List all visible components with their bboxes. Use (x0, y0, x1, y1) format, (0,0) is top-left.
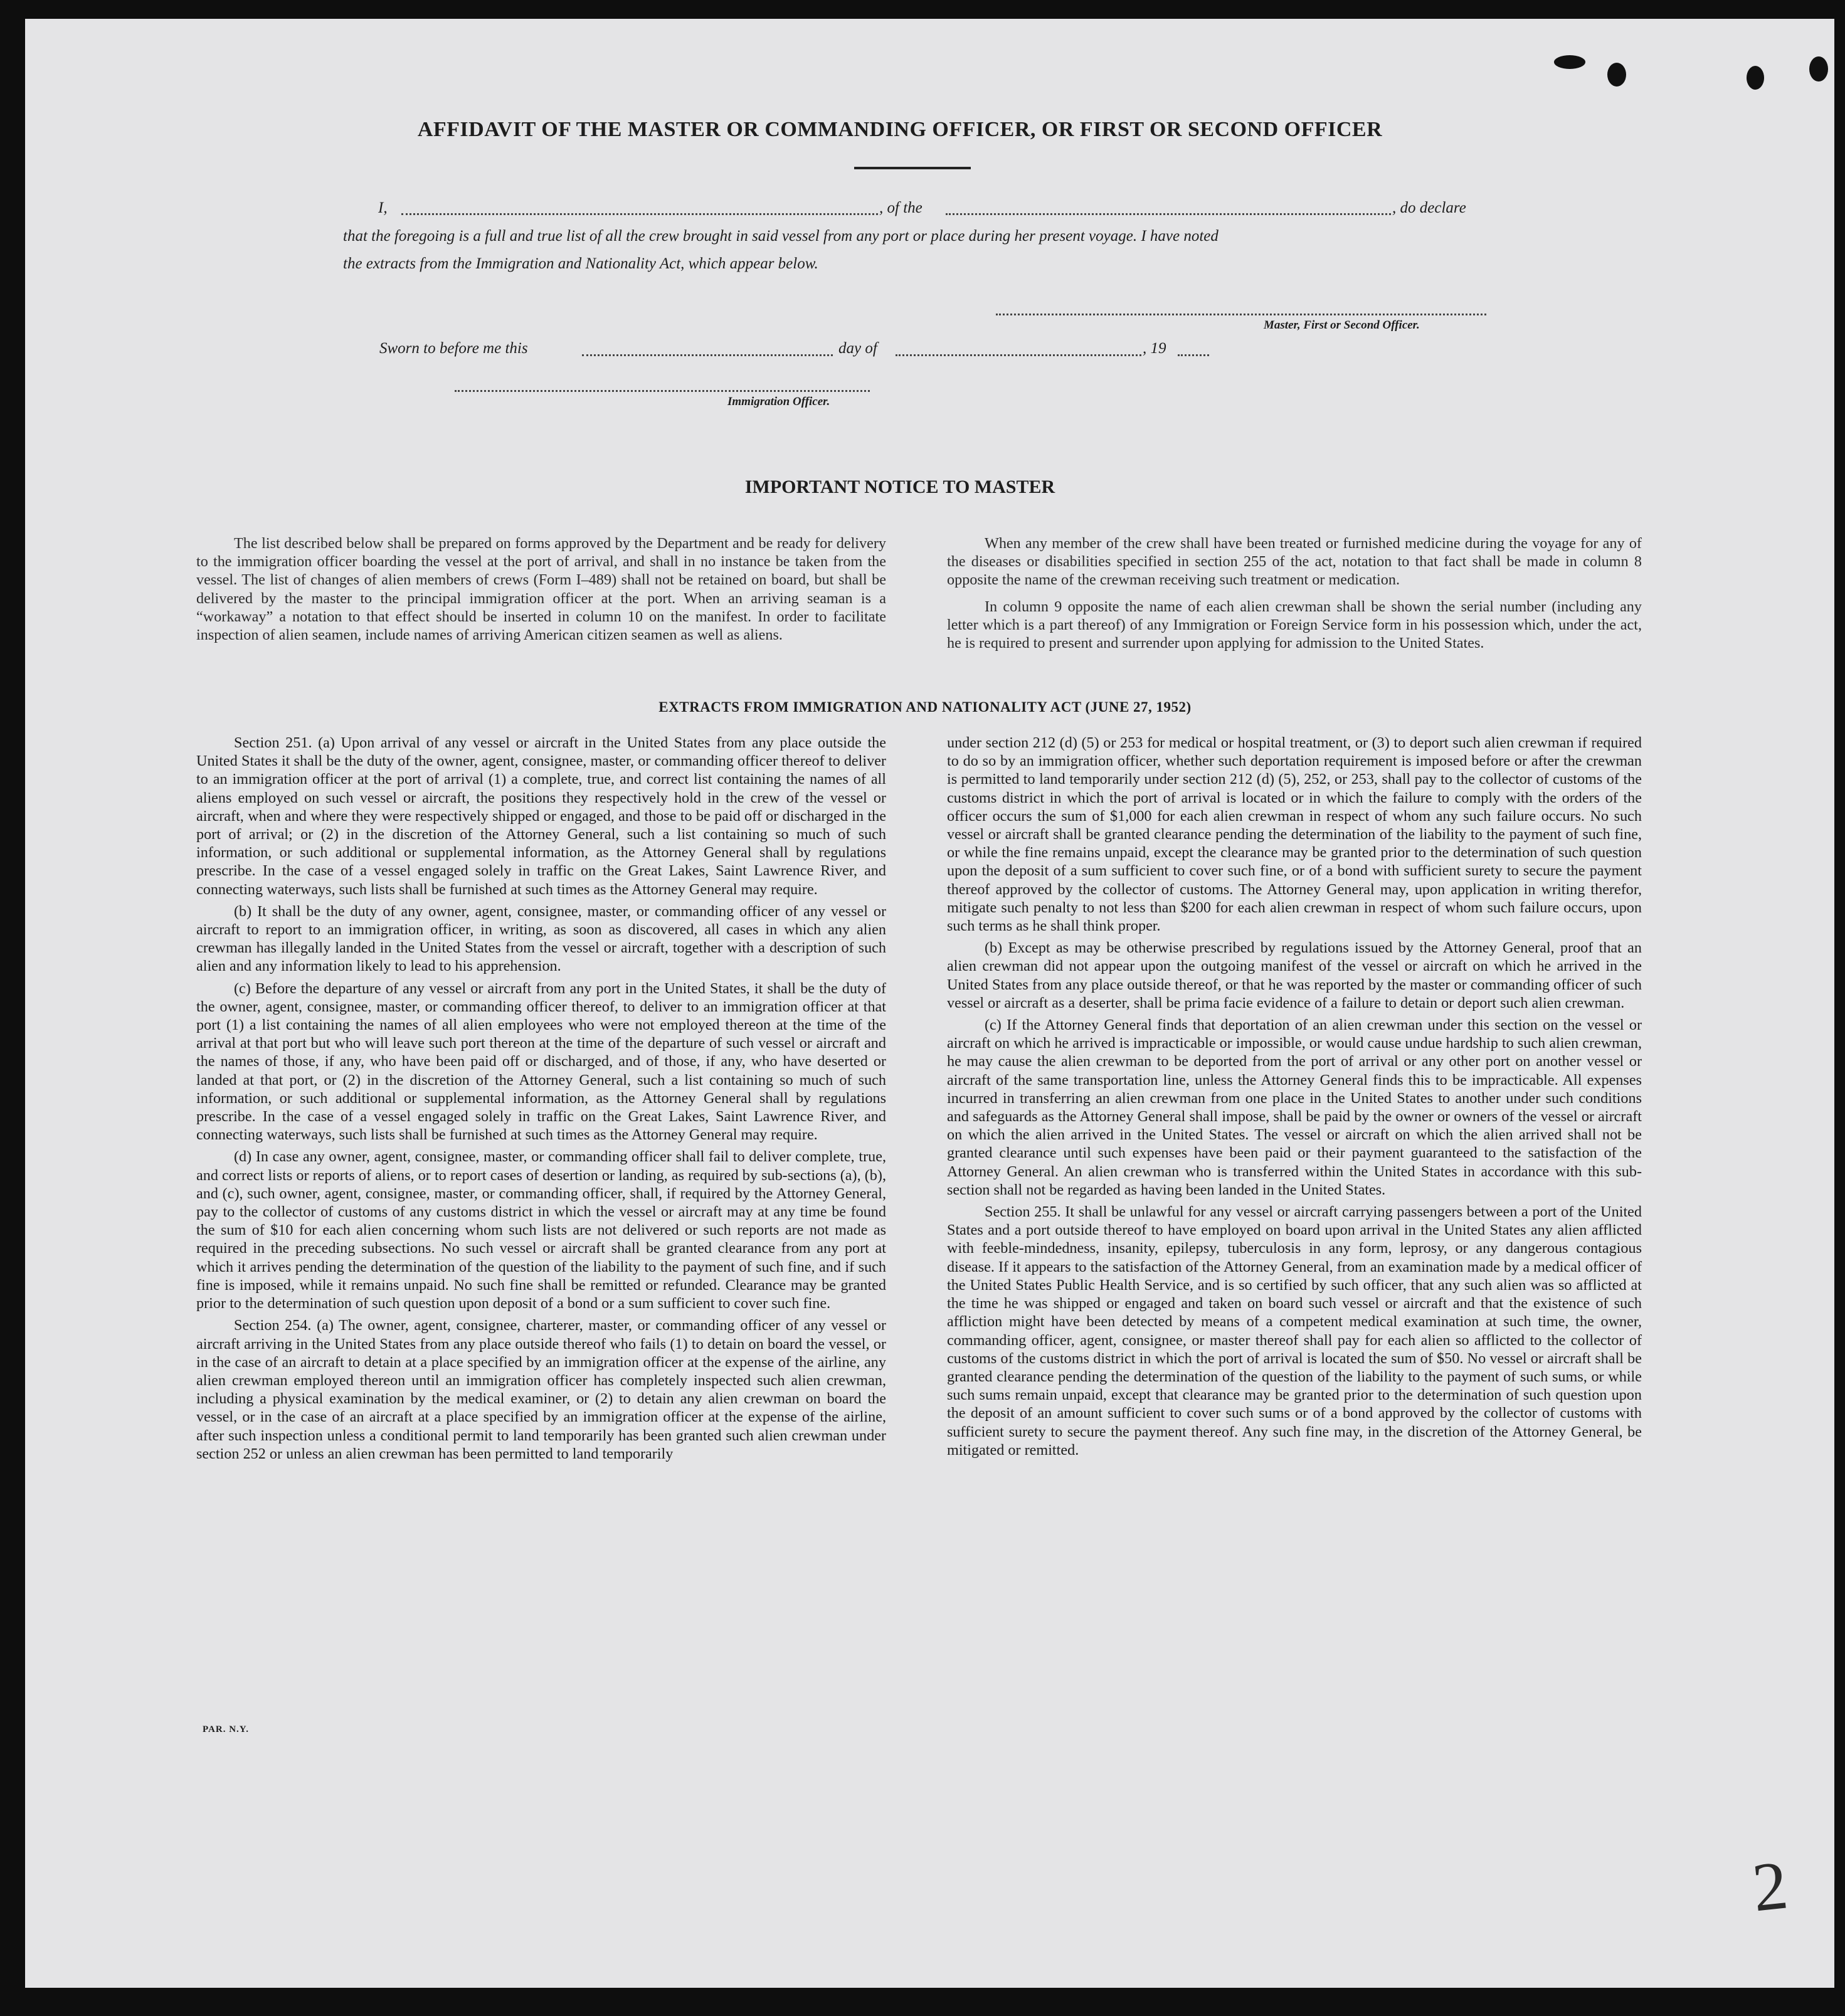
printer-mark: PAR. N.Y. (203, 1724, 250, 1734)
title-rule (854, 167, 971, 169)
section-251-c: (c) Before the departure of any vessel or aircraft from any port in the United States, it shall be the duty of the owner, agent, consignee, master, or commanding officer thereof, to deliver to an immigration officer at that port (1) a list containing the names of all alien employees who were not employed thereon at the time of the arrival at that port but who will leave such port thereon at the time of the departure of such vessel or aircraft and the names of those, if any, who have been paid off or discharged, and of those, if any, who have deserted or landed at that port, or (2) in the discretion of the Attorney General, such a list containing so much of such information, or such additional or supplemental information, as the Attorney General shall by regulations prescribe. In the case of a vessel engaged solely in traffic on the Great Lakes, Saint Lawrence River, and connecting waterways, such lists shall be furnished at such times as the Attorney General may require. (196, 979, 886, 1144)
page-mark: 2 (1748, 1846, 1792, 1926)
section-251-b: (b) It shall be the duty of any owner, agent, consignee, master, or commanding officer of any vessel or aircraft to report to an immigration officer, in writing, as soon as discovered, all cases in which any alien crewman has illegally landed in the United States from the vessel or aircraft, together with a description of such alien and any information likely to lead to his apprehension. (196, 902, 886, 975)
notice-heading: IMPORTANT NOTICE TO MASTER (744, 477, 1055, 497)
section-254-a: Section 254. (a) The owner, agent, consignee, charterer, master, or commanding officer of any vessel or aircraft arriving in the United States from any place outside thereof who fails (1) to detain on board the vessel, or in the case of an aircraft to detain at a place specified by an immigration officer at the expense of the airline, any alien crewman employed thereon until an immigration officer has completely inspected such alien crewman, including a physical examination by the medical examiner, or (2) to detain any alien crewman on board the vessel, or in the case of an aircraft at a place specified by an immigration officer at the expense of the airline, after such inspection unless a conditional permit to land temporarily has been granted such alien crewman under section 252 or unless an alien crewman has been permitted to land temporarily (196, 1317, 886, 1462)
section-254-b: (b) Except as may be otherwise prescribed by regulations issued by the Attorney General, proof that an alien crewman did not appear upon the outgoing manifest of the vessel or aircraft on which he arrived in the United States from any place outside thereof, or that he was reported by the master or commanding officer of such vessel or aircraft as a deserter, shall be prima facie evidence of a failure to detain or deport such alien crewman. (947, 939, 1642, 1011)
notice-paragraph: When any member of the crew shall have been treated or furnished medicine during the voyage for any of the diseases or disabilities specified in section 255 of the act, notation to that fact shall be made in column 8 opposite the name of the crewman receiving such treatment or medication. (947, 535, 1642, 589)
of-the-label: , of the (879, 199, 922, 216)
sworn-label: Sworn to before me this (379, 340, 528, 357)
sworn-year-field[interactable] (1178, 354, 1209, 356)
affidavit-line-2: that the foregoing is a full and true list of all the crew brought in said vessel from any port or place during her present voyage. I have noted (343, 228, 1219, 245)
binder-hole (1554, 55, 1585, 69)
section-255: Section 255. It shall be unlawful for any vessel or aircraft carrying passengers between a port of the United States and a port outside thereof to have employed on board upon arrival in the United States any alien afflicted with feeble-mindedness, insanity, epilepsy, tuberculosis in any form, leprosy, or any dangerous contagious disease. If it appears to the satisfaction of the Attorney General, from an examination made by a medical officer of the United States Public Health Service, and is so certified by such officer, that any such alien was so afflicted at the time he was shipped or engaged and taken on board such vessel or aircraft and that the existence of such affliction might have been detected by means of a competent medical examination at such time, the owner, commanding officer, agent, consignee, or master thereof shall pay for each alien so afflicted to the collector of customs of the customs district in which the port of arrival is located the sum of $50. No vessel or aircraft shall be granted clearance pending the determination of the question of the liability to the payment of such sums, or while such sums remain unpaid, except that clearance may be granted prior to the determination of such question upon the deposit of an amount sufficient to cover such sums or of a bond approved by the collector of customs with sufficient surety to secure the payment thereof. Any such fine may, in the discretion of the Attorney General, be mitigated or remitted. (947, 1203, 1642, 1459)
affidavit-title: AFFIDAVIT OF THE MASTER OR COMMANDING OFFICER, OR FIRST OR SECOND OFFICER (417, 118, 1383, 141)
day-of-label: day of (838, 340, 877, 357)
do-declare-label: , do declare (1392, 199, 1466, 216)
extracts-heading: EXTRACTS FROM IMMIGRATION AND NATIONALITY ACT (JUNE 27, 1952) (658, 699, 1192, 715)
extracts-left-column (196, 734, 886, 1463)
name-field[interactable] (401, 213, 878, 215)
binder-hole (1747, 66, 1764, 90)
master-signature-label: Master, First or Second Officer. (1264, 319, 1420, 332)
officer-signature-field[interactable] (455, 390, 870, 392)
vessel-field[interactable] (946, 213, 1391, 215)
notice-paragraph: In column 9 opposite the name of each alien crewman shall be shown the serial number (including any letter which is a part thereof) of any Immigration or Foreign Service form in his possession which, under the act, he is required to present and surrender upon applying for admission to the United States. (947, 598, 1642, 652)
notice-right-column (947, 534, 1642, 652)
notice-paragraph: The list described below shall be prepared on forms approved by the Department and be ready for delivery to the immigration officer boarding the vessel at the port of arrival, and shall in no instance be taken from the vessel. The list of changes of alien members of crews (Form I–489) shall not be retained on board, but shall be delivered by the master to the principal immigration officer at the port. When an arriving seaman is a “workaway” a notation to that effect should be inserted in column 10 on the manifest. In order to facilitate inspection of alien seamen, include names of arriving American citizen seamen as well as aliens. (196, 535, 886, 644)
binder-hole (1607, 63, 1626, 87)
notice-left-column (196, 534, 886, 644)
section-254-c: (c) If the Attorney General finds that deportation of an alien crewman under this section on the vessel or aircraft on which he arrived is impracticable or impossible, or would cause undue hardship to such alien crewman, he may cause the alien crewman to be deported from the port of arrival or any other port on another vessel or aircraft of the same transportation line, unless the Attorney General finds this to be impracticable. All expenses incurred in transferring an alien crewman from one place in the United States to another under such conditions and safeguards as the Attorney General shall impose, shall be paid by the owner or owners of the vessel or aircraft on which the alien arrived in the United States. The vessel or aircraft on which the alien arrived shall not be granted clearance until such expenses have been paid or their payment guaranteed to the satisfaction of the Attorney General. An alien crewman who is transferred within the United States in accordance with this sub-section shall not be regarded as having been landed in the United States. (947, 1016, 1642, 1198)
year-label: , 19 (1143, 340, 1166, 357)
section-251-a: Section 251. (a) Upon arrival of any vessel or aircraft in the United States from any place outside the United States it shall be the duty of the owner, agent, consignee, master, or commanding officer thereof to deliver to an immigration officer at the port of arrival (1) a complete, true, and correct list containing the names of all aliens employed on such vessel or aircraft, the positions they respectively hold in the crew of the vessel or aircraft, when and where they were respectively shipped or engaged, and those to be paid off or discharged in the port of arrival; or (2) in the discretion of the Attorney General, such a list containing so much of such information, or such additional or supplemental information, as the Attorney General shall by regulations prescribe. In the case of a vessel engaged solely in traffic on the Great Lakes, Saint Lawrence River, and connecting waterways, such lists shall be furnished at such times as the Attorney General may require. (196, 734, 886, 898)
sworn-day-field[interactable] (582, 354, 833, 356)
sworn-month-field[interactable] (896, 354, 1141, 356)
affidavit-i-label: I, (378, 199, 388, 216)
officer-signature-label: Immigration Officer. (727, 395, 830, 408)
binder-hole (1809, 56, 1828, 82)
master-signature-field[interactable] (996, 314, 1486, 315)
affidavit-line-3: the extracts from the Immigration and Nationality Act, which appear below. (343, 255, 818, 272)
section-254-a-continued: under section 212 (d) (5) or 253 for medical or hospital treatment, or (3) to deport such alien crewman if required to do so by an immigration officer, whether such deportation requirement is imposed before or after the crewman is permitted to land temporarily under section 212 (d) (5), 252, or 253, shall pay to the collector of customs of the customs district in which the port of arrival is located or in which the failure to comply with the orders of the officer occurs the sum of $1,000 for each alien crewman in respect of whom any such failure occurs. No such vessel or aircraft shall be granted clearance pending the determination of the liability to the payment of such fine, or while the fine remains unpaid, except the clearance may be granted prior to the determination of such question upon the deposit of a sum sufficient to cover such fine, or of a bond with sufficient surety to secure the payment thereof approved by the collector of customs. The Attorney General may, upon application in writing therefor, mitigate such penalty to not less than $200 for each alien crewman in respect of whom such failure occurs, upon such terms as he shall think proper. (947, 734, 1642, 935)
extracts-right-column (947, 734, 1642, 1459)
section-251-d: (d) In case any owner, agent, consignee, master, or commanding officer shall fail to deliver complete, true, and correct lists or reports of aliens, or to report cases of desertion or landing, as required by sub-sections (a), (b), and (c), such owner, agent, consignee, master, or commanding officer, shall, if required by the Attorney General, pay to the collector of customs of any customs district in which the vessel or aircraft may at any time be found the sum of $10 for each alien concerning whom such lists are not delivered or such reports are not made as required in the preceding subsections. No such vessel or aircraft shall be granted clearance from any port at which it arrives pending the determination of the question of the liability to the payment of such fine, and if such fine is imposed, while it remains unpaid. No such fine shall be remitted or refunded. Clearance may be granted prior to the determination of such question upon deposit of a bond or a sum sufficient to cover such fine. (196, 1148, 886, 1312)
